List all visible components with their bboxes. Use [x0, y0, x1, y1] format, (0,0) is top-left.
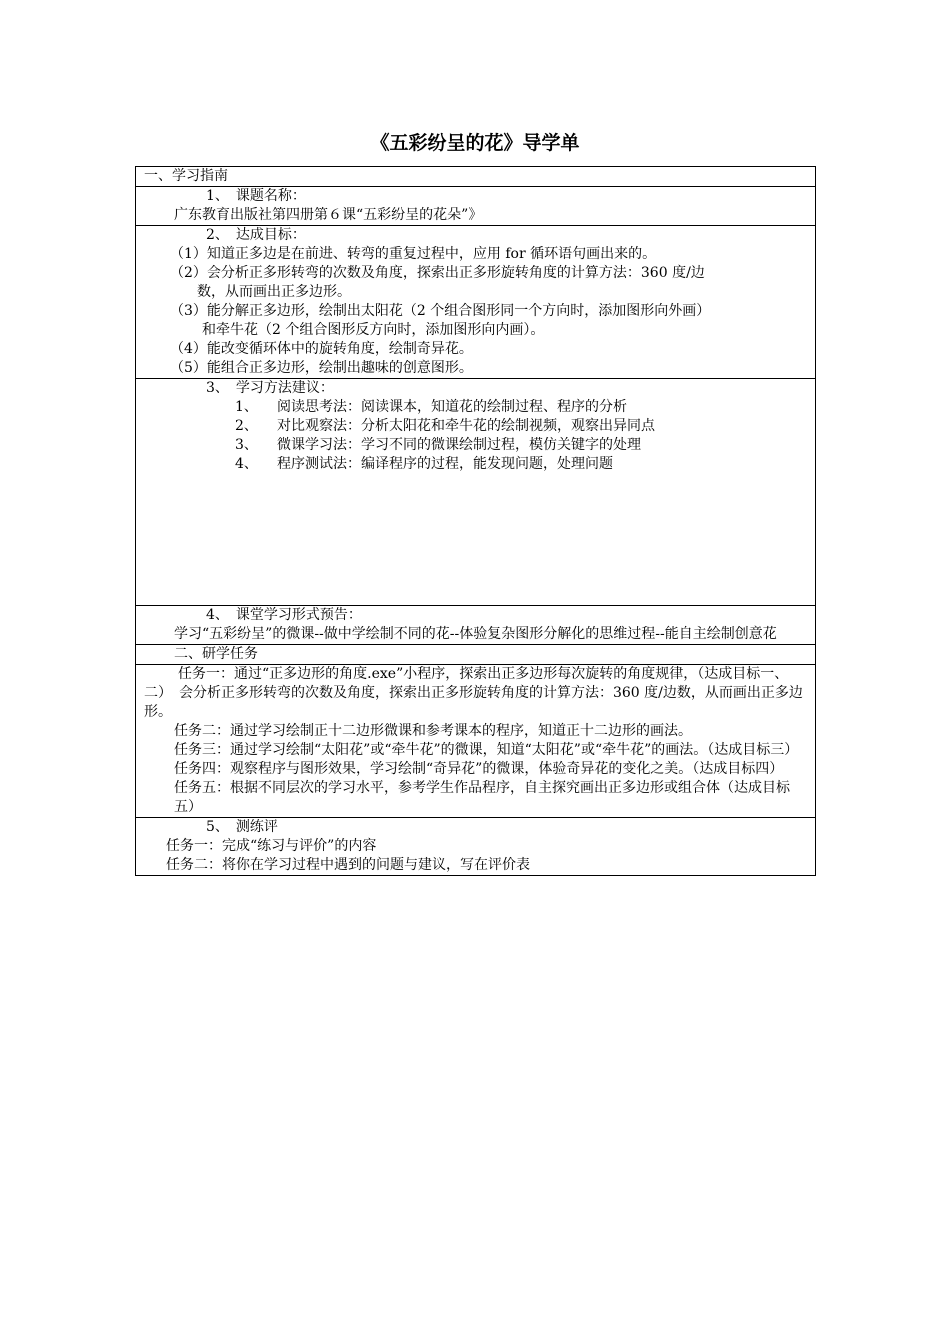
- course-text: 广东教育出版社第四册第６课“五彩纷呈的花朵”》: [174, 207, 483, 223]
- task-3: 任务三：通过学习绘制“太阳花”或“牵牛花”的微课，知道“太阳花”或“牵牛花”的画法。（达成目标三）: [174, 742, 799, 758]
- method-item: [144, 398, 807, 417]
- preview-heading: 4、 课堂学习形式预告：: [206, 607, 362, 623]
- method-text: 程序测试法：编译程序的过程，能发现问题，处理问题: [277, 456, 613, 472]
- goals-heading: 2、 达成目标：: [206, 227, 306, 243]
- section1-header-text: 一、学习指南: [144, 168, 228, 184]
- preview-text: 学习“五彩纷呈”的微课--做中学绘制不同的花--体验复杂图形分解化的思维过程--能自主绘制创意花: [174, 626, 777, 642]
- method-text: 阅读思考法：阅读课本，知道花的绘制过程、程序的分析: [277, 399, 627, 415]
- course-cell: [136, 187, 816, 226]
- method-item: [144, 455, 807, 474]
- section1-header: [136, 167, 816, 187]
- row-section2-header: [136, 645, 816, 665]
- methods-cell: [136, 379, 816, 606]
- row-tasks: [136, 665, 816, 818]
- method-text: 对比观察法：分析太阳花和牵牛花的绘制视频，观察出异同点: [277, 418, 655, 434]
- row-course: [136, 187, 816, 226]
- task-1: 任务一：通过“正多边形的角度.exe”小程序，探索出正多边形每次旋转的角度规律，（达成目标一、二） 会分析正多形转弯的次数及角度，探索出正多形旋转角度的计算方法：360 度/边数，从而画出正多边形。: [144, 666, 803, 720]
- method-item: [144, 417, 807, 436]
- method-number: 2、: [235, 418, 258, 434]
- document-title: 《五彩纷呈的花》导学单: [370, 132, 580, 154]
- methods-heading: 3、 学习方法建议：: [206, 380, 334, 396]
- row-goals: [136, 226, 816, 379]
- row-methods: [136, 379, 816, 606]
- guide-table: [135, 166, 816, 876]
- task-2: 任务二：通过学习绘制正十二边形微课和参考课本的程序，知道正十二边形的画法。: [174, 723, 692, 739]
- method-text: 微课学习法：学习不同的微课绘制过程，模仿关键字的处理: [277, 437, 641, 453]
- goal-3-cont: 和牵牛花（2 个组合图形反方向时，添加图形向内画）。: [202, 322, 545, 338]
- task-5: 任务五：根据不同层次的学习水平，参考学生作品程序，自主探究画出正多边形或组合体（达成目标五）: [174, 780, 790, 815]
- preview-cell: [136, 606, 816, 645]
- goals-cell: [136, 226, 816, 379]
- goal-5: （5）能组合正多边形，绘制出趣味的创意图形。: [170, 360, 473, 376]
- section2-header-text: 二、研学任务: [174, 646, 258, 662]
- method-item: [144, 436, 807, 455]
- course-heading: 1、 课题名称：: [206, 188, 306, 204]
- task-4: 任务四：观察程序与图形效果，学习绘制“奇异花”的微课，体验奇异花的变化之美。（达成目标四）: [174, 761, 784, 777]
- row-preview: [136, 606, 816, 645]
- section2-header: [136, 645, 816, 665]
- tasks-cell: [136, 665, 816, 818]
- method-number: 1、: [235, 399, 258, 415]
- method-number: 4、: [235, 456, 258, 472]
- row-section1-header: [136, 167, 816, 187]
- goal-4: （4）能改变循环体中的旋转角度，绘制奇异花。: [170, 341, 473, 357]
- goal-2-cont: 数，从而画出正多边形。: [197, 284, 351, 300]
- evaluation-item-2: 任务二：将你在学习过程中遇到的问题与建议，写在评价表: [166, 857, 530, 873]
- goal-3: （3）能分解正多边形，绘制出太阳花（2 个组合图形同一个方向时，添加图形向外画）: [170, 303, 711, 319]
- evaluation-heading: 5、 测练评: [206, 819, 278, 835]
- row-evaluation: [136, 818, 816, 876]
- evaluation-item-1: 任务一：完成“练习与评价”的内容: [166, 838, 377, 854]
- goal-2: （2）会分析正多形转弯的次数及角度，探索出正多形旋转角度的计算方法：360 度/边: [170, 265, 705, 281]
- goal-1: （1）知道正多边是在前进、转弯的重复过程中，应用 for 循环语句画出来的。: [170, 246, 657, 262]
- evaluation-cell: [136, 818, 816, 876]
- method-number: 3、: [235, 437, 258, 453]
